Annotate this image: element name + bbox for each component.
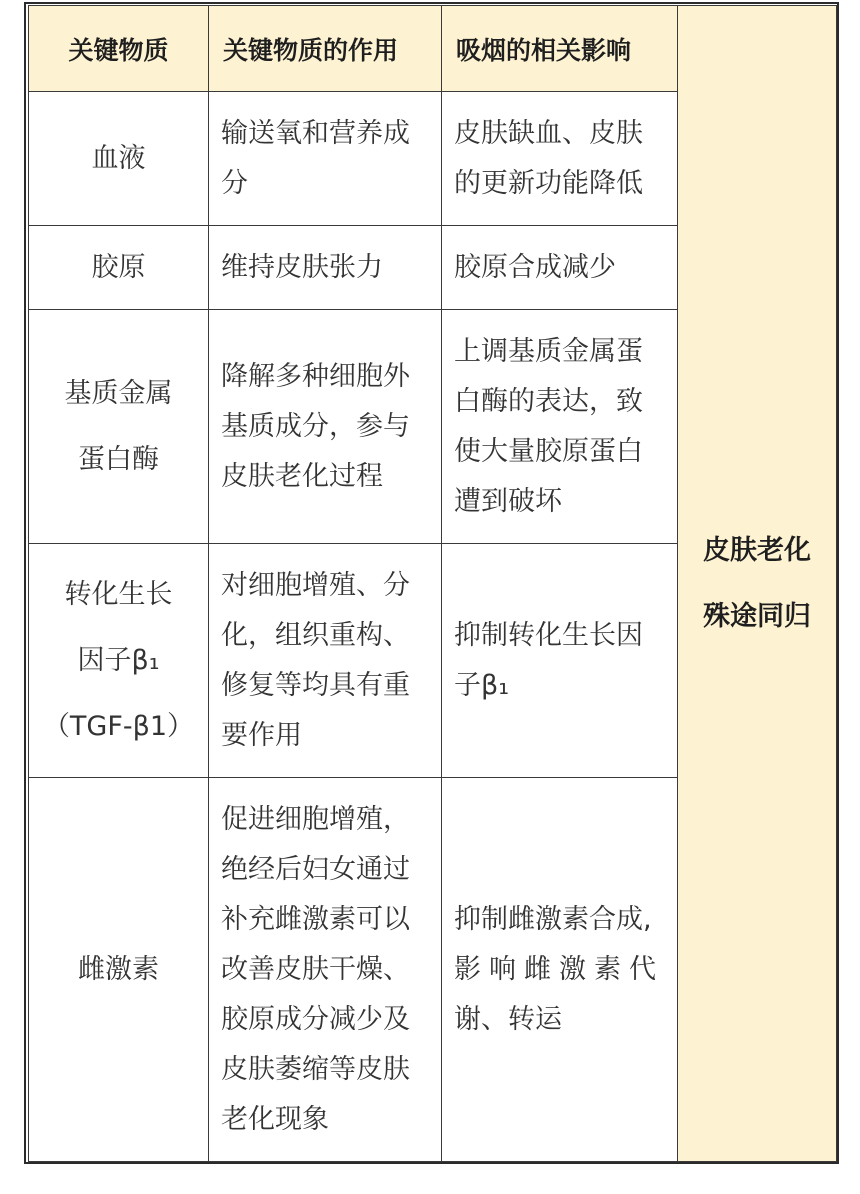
substance-role-cell: 维持皮肤张力 — [209, 226, 442, 310]
header-key-substance: 关键物质 — [29, 6, 209, 92]
substance-name-cell — [29, 92, 209, 226]
substance-name-cell — [29, 778, 209, 1162]
substance-name-cell — [29, 310, 209, 544]
header-substance-role: 关键物质的作用 — [209, 6, 442, 92]
substance-name-cell — [29, 544, 209, 778]
substance-name-cell — [29, 226, 209, 310]
smoking-effect-cell — [442, 778, 678, 1162]
smoking-effect-cell: 皮肤缺血、皮肤的更新功能降低 — [442, 92, 678, 226]
header-smoking-effect: 吸烟的相关影响 — [442, 6, 678, 92]
substance-name: 胶原 — [91, 251, 146, 283]
smoking-effect-line: 谢、转运 — [454, 1003, 562, 1035]
substance-name: 雌激素 — [78, 953, 159, 985]
substance-role-cell: 对细胞增殖、分化，组织重构、修复等均具有重要作用 — [209, 544, 442, 778]
side-label-line-2: 殊途同归 — [703, 600, 811, 632]
substance-name: （TGF-β1） — [42, 710, 195, 742]
side-label-line-1: 皮肤老化 — [703, 534, 811, 566]
side-label-cell — [678, 6, 837, 1162]
smoking-effect-line: 影响雌激素代 — [454, 953, 664, 985]
substance-name: 血液 — [91, 142, 146, 174]
smoking-effect-cell: 上调基质金属蛋白酶的表达，致使大量胶原蛋白遭到破坏 — [442, 310, 678, 544]
substance-role-cell: 降解多种细胞外基质成分，参与皮肤老化过程 — [209, 310, 442, 544]
substance-role-cell: 促进细胞增殖，绝经后妇女通过补充雌激素可以改善皮肤干燥、胶原成分减少及皮肤萎缩等皮肤老化现象 — [209, 778, 442, 1162]
smoking-effect-line: 抑制雌激素合成, — [454, 903, 652, 935]
substance-name: 蛋白酶 — [78, 443, 159, 475]
substance-name: 基质金属 — [64, 377, 173, 409]
substance-name: 因子β₁ — [77, 644, 160, 676]
smoking-effect-cell: 胶原合成减少 — [442, 226, 678, 310]
header-row — [29, 6, 837, 92]
smoking-skin-aging-table — [28, 5, 837, 1162]
smoking-effect-cell: 抑制转化生长因子β₁ — [442, 544, 678, 778]
substance-name: 转化生长 — [64, 578, 173, 610]
substance-role-cell: 输送氧和营养成分 — [209, 92, 442, 226]
